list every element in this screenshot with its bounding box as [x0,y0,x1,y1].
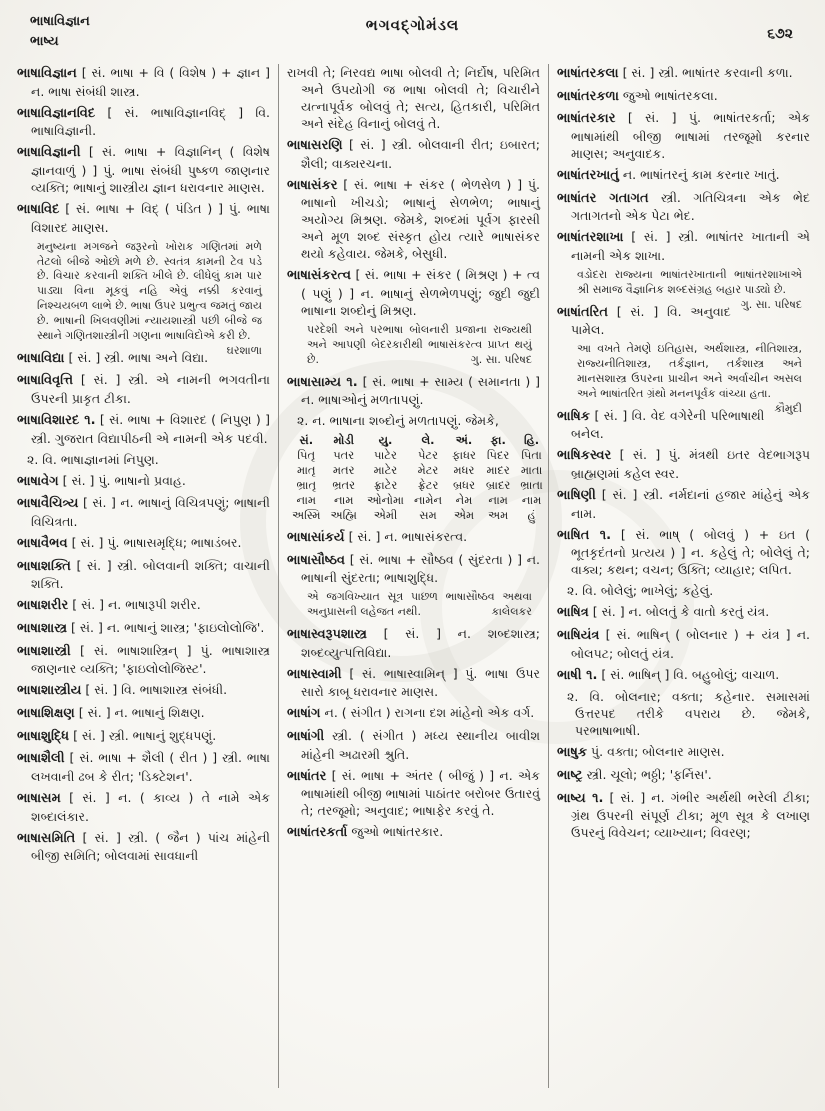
entry-definition: [ સં. ] ન. ભાષાનું વિચિત્રપણું; ભાષાની વિચિત્રતા. [31,495,270,529]
entry-definition: [ સં. ભાષા + સંકર ( મિશ્રણ ) + ત્વ ( પણું ) ] ન. ભાષાનું સેળભેળપણું; જુદી જુદી ભાષાના શબ્દોનું મિશ્રણ. [301,267,540,319]
citation-source: ગુ. સા. પરિષદ [470,352,532,366]
entry-definition: [ સં. ] ન. બોલતું કે વાતો કરતું યંત્ર. [592,604,770,620]
page-number: ૬૭૨ [767,26,793,42]
table-cell: અહ્મિ [330,507,357,522]
entry-definition: [ સં. ભાષ્ ( બોલવું ) + ઇત ( ભૂતકૃદંતનો પ્રત્યય ) ] ન. કહેલું તે; બોલેલું તે; વાક્ય; કથન; વચન; ઉક્તિ; વ્યાહાર; લપિત. [571,526,810,578]
dictionary-entry [17,64,270,100]
table-cell: નામ [333,492,354,507]
entry-sense: ૨. વિ. ભાષાજ્ઞાનમાં નિપુણ. [27,451,159,467]
table-row [287,448,547,463]
entry-definition: [ સં. ] ન. ભાષાનું શાસ્ત્ર; 'ફાઇલોલોજિ'. [71,619,265,635]
entry-headword: ભાષાવિવૃત્તિ [17,373,74,389]
entry-definition: [ સં. ] સ્ત્રી. બોલવાની રીત; ઇબારત; શૈલી; વાક્યરચના. [301,137,540,171]
entry-definition: [ સં. ભાષિન્ ] વિ. બહુબોલું; વાચાળ. [601,666,780,682]
table-row [287,493,547,508]
text-columns [0,58,825,1098]
entry-headword: ભાષાંગ [287,706,321,722]
entry-headword: ભાષાંગી [287,728,325,744]
book-title: ભગવદ્ગોમંડલ [365,16,460,34]
table-cell: સમ [419,507,437,522]
entry-headword: ભાષાંતર [287,768,327,784]
entry-headword: ભાષાંતરકળા [557,88,619,104]
citation-text: વડોદરા રાજ્યના ભાષાંતરખાતાની ભાષાંતરશાખાએ શ્રી સમાજ વૈજ્ઞાનિક શબ્દસંગ્રહ બહાર પાડ્યો છે. [577,268,802,296]
table-header-cell: હિ. [524,433,540,448]
entry-definition: [ સં. ] ન. ભાષાસંકરત્વ. [348,528,468,544]
table-header-row [287,433,547,448]
dictionary-entry [557,666,810,685]
dictionary-entry [557,109,810,162]
entry-definition: [ સં. ભાષા + વિ ( વિશેષ ) + જ્ઞાન ] ન. ભાષા સંબંધી શાસ્ત્ર. [31,65,271,99]
table-header-cell: સં. [299,433,314,448]
citation-source: ઘરશાળા [226,343,262,357]
dictionary-entry [287,373,540,409]
table-cell: ફ્રેટર [417,478,439,493]
guide-word-bottom: ભાષ્ય [30,33,59,49]
table-cell: નામ [521,492,542,507]
table-cell: ફાધર [452,448,476,463]
entry-headword: ભાષાંતરશાખા [557,230,624,246]
entry-headword: ભાષાંતરકલા [557,66,619,81]
table-row [287,463,547,478]
entry-headword: ભાષાવિજ્ઞાની [17,145,81,161]
entry-headword: ભાષ્ટ્ર [557,768,583,784]
entry-headword: ભાષાંતરકાર [557,111,616,127]
table-header-cell: યુ. [378,433,393,448]
entry-definition: [ સં. ] વિ. અનુવાદ પામેલ. [571,303,731,338]
table-header-cell: અં. [455,433,473,448]
table-cell: ભ્રાતૃ [296,478,317,493]
dictionary-entry [287,136,540,172]
entry-definition: [ સં. ] વિ. ભાષાશાસ્ત્ર સંબંધી. [85,682,228,698]
entry-headword: ભાષી ૧. [557,667,598,683]
dictionary-entry [557,189,810,225]
column-divider [548,64,549,1088]
table-cell: માદર [486,463,510,478]
citation-text: મનુષ્યના મગજને જરૂરનો ખોરાક ગણિતમાં મળે તેટલો બીજે ઓછો મળે છે. સ્વતંત્ર કામની ટેવ પડે છે. વિચાર કરવાની શક્તિ ખીલે છે. લીધેલું કામ પાર પાડ્યા વિના મૂકવું નહિ એવું નક્કી કરવાનું નિશ્ચયબળ લાભે છે. ભાષા ઉપર પ્રભુત્વ જમતું જાય છે. ભાષાની ખિલવણીમાં ન્યાયશાસ્ત્રી પછી બીજે જ સ્થાને ગણિતશાસ્ત્રીની ગણના ભાષાવિદોએ કરી છે. [37,239,262,342]
table-cell: નામેન [413,492,443,507]
entry-definition: સ્ત્રી. ( સંગીત ) મધ્ય સ્થાનીય બાવીશ માંહેની અઢારમી શ્રુતિ. [301,727,540,762]
table-cell: અમ [488,507,509,522]
entry-definition: [ સં. ] ન. શબ્દશાસ્ત્ર; શબ્દવ્યુત્પત્તિવિદ્યા. [301,625,540,660]
dictionary-entry [287,528,540,547]
entry-headword: ભાષાંતરિત [557,304,608,320]
entry-definition: [ સં. ] પું. ભાષાંતરકર્તા; એક ભાષામાંથી બીજી ભાષામાં તરજૂમો કરનાર માણસ; અનુવાદક. [571,110,810,162]
entry-headword: ભાષાશિક્ષણ [17,705,75,721]
table-cell: ફ્રાટેર [373,478,398,493]
entry-definition: સ્ત્રી. ગતિચિત્રના એક ભેદ ગતાગતનો એક પેટા ભેદ. [571,189,810,224]
entry-headword: ભાષાશરીર [17,598,69,614]
citation-source: કાલેલકર [491,605,532,619]
entry-definition: [ સં. ] સ્ત્રી. એ નામની ભગવતીના ઉપરની પ્રાકૃત ટીકા. [31,372,270,406]
dictionary-entry [287,176,540,263]
dictionary-entry [17,829,270,865]
dictionary-entry [557,486,810,522]
entry-headword: ભાષાસ્વામી [287,666,342,682]
citation-quote [307,590,532,620]
entry-definition: [ સં. ભાષાવિજ્ઞાનવિદ્ ] વિ. ભાષાવિજ્ઞાની. [31,104,270,139]
entry-headword: ભાષાશાસ્ત્રીય [17,683,82,699]
entry-definition: [ સં. ] ન. ( કાવ્ય ) તે નામે એક શબ્દાલંકાર. [31,790,271,824]
table-cell: બ્રધર [452,478,476,493]
entry-headword: ભાષાશાસ્ત્રી [17,643,71,659]
entry-definition: [ સં. ] સ્ત્રી. ( જૈન ) પાંચ માંહેની બીજી સમિતિ; બોલવામાં સાવધાની [31,829,270,864]
table-cell: માતા [520,463,543,478]
entry-sense: ૨. ન. ભાષાના શબ્દોનું મળતાપણું. જેમકે, [297,413,499,429]
citation-quote [577,268,802,311]
entry-definition: [ સં. ભાષા + વિદ્ ( પંડિત ) ] પું. ભાષા વિશારદ માણસ. [31,201,270,235]
dictionary-entry [17,371,270,407]
entry-definition: ન. ભાષાંતરનું કામ કરનાર ખાતું. [622,167,780,183]
entry-headword: ભાષાસંકર [287,177,338,193]
dictionary-entry [17,534,270,553]
entry-headword: ભાષાશૈલી [17,751,65,767]
citation-text: એ જગવિખ્યાત સૂત્ર પાછળ ભાષાસૌષ્ઠવ અથવા અનુપ્રાસની લહેજત નથી. [307,590,532,619]
entry-headword: ભાષાવિદ [17,202,60,218]
dictionary-entry [557,166,810,185]
dictionary-entry [17,472,270,491]
dictionary-entry [557,743,810,762]
entry-definition: સ્ત્રી. ચૂલો; ભઠ્ઠી; 'ફર્નિસ'. [586,767,712,783]
table-row [287,478,547,493]
entry-definition: [ સં. ] પું. ભાષાનો પ્રવાહ. [62,472,186,488]
table-cell: એમ [453,507,475,522]
dictionary-entry [287,767,540,820]
dictionary-entry [17,681,270,700]
entry-headword: ભાષ્ય ૧. [557,790,604,806]
dictionary-entry [17,704,270,723]
entry-headword: ભાષાસમિતિ [17,830,76,846]
citation-quote [577,342,802,415]
table-cell: પિદર [486,448,510,463]
entry-definition: [ સં. ] ન. ભાષાનું શિક્ષણ. [78,704,205,720]
citation-text: પરદેશી અને પરભાષા બોલનારી પ્રજાના રાજ્યથી અને આપણી બેદરકારીથી ભાષાસંકરત્વ પ્રાપ્ત થયું છે. [307,323,532,366]
entry-headword: ભાષાસ્વરૂપશાસ્ત્ર [287,626,367,642]
table-header-cell: લે. [421,433,435,448]
entry-definition: [ સં. ] વિ. વેદ વગેરેની પરિભાષાથી બનેલ. [571,407,765,442]
entry-headword: ભાષાવિશારદ ૧. [17,412,96,428]
dictionary-entry [557,766,810,785]
entry-headword: ભાષાવૈચિત્ર્ય [17,496,79,512]
entry-headword: ભાષિક [557,408,590,424]
entry-definition: [ સં. ભાષા + વિજ્ઞાનિન્ ( વિશેષ જ્ઞાનવાળું ) ] પું. ભાષા સંબંધી પુષ્કળ જાણનાર વ્યક્તિ; ભાષાનું શાસ્ત્રીય જ્ઞાન ધરાવનાર માણસ. [31,144,270,196]
table-cell: મેટર [417,463,439,478]
dictionary-entry [287,625,540,661]
dictionary-entry [17,642,270,678]
entry-headword: ભાષિત્ર [557,605,589,621]
guide-word-top: ભાષાવિજ્ઞાન [30,14,90,29]
citation-source: ગુ. સા. પરિષદ [740,297,802,311]
dictionary-entry [287,823,540,842]
entry-headword: ભાષાંતર ગતાગત [557,190,649,206]
entry-headword: ભાષાસમ [17,791,61,806]
language-comparison-table [287,433,547,523]
entry-definition: [ સં. ભાષા + અંતર ( બીજું ) ] ન. એક ભાષામાંથી બીજી ભાષામાં પાઠાંતર બરોબર ઉતારવું તે; તરજૂમો; અનુવાદ; ભાષાફેર કરવું તે. [301,767,540,819]
entry-definition: જુઓ ભાષાંતરકલા. [622,87,718,103]
dictionary-entry [17,104,270,140]
entry-definition: [ સં. ભાષા + સંકર ( ભેળસેળ ) ] પું. ભાષાનો ખીચડો; ભાષાનું સેળભેળ; ભાષાનું અયોગ્ય મિશ્રણ. જેમકે, શબ્દમાં પૂર્વગ ફારસી અને મૂળ શબ્દ સંસ્કૃત હોય ત્યારે ભાષાસંકર થયો કહેવાય. જેમકે, બેસુધી. [301,176,540,262]
column-right [550,62,817,1098]
entry-definition: [ સં. ભાષાશાસ્ત્રિન્ ] પું. ભાષાશાસ્ત્ર જાણનાર વ્યક્તિ; 'ફાઇલોલોજિસ્ટ'. [31,642,270,677]
dictionary-entry [17,557,270,593]
dictionary-entry [17,789,270,825]
table-cell: પાટેર [374,448,397,463]
dictionary-entry [557,526,810,579]
table-cell: મતર [332,463,355,478]
dictionary-entry [17,200,270,236]
column-left [10,62,277,1098]
entry-definition: [ સં. ] પું. મંત્રથી ઇતર વેદભાગરૂપ બ્રાહ્મણમાં કહેલ સ્વર. [571,447,811,482]
entry-definition: [ સં. ભાષા + શૈલી ( રીત ) ] સ્ત્રી. ભાષા લખવાની ઢબ કે રીત; 'ડિક્ટેશન'. [31,750,270,784]
dictionary-entry [557,64,810,83]
table-cell: ઓનોમા [366,492,404,507]
entry-headword: ભાષિકસ્વર [557,448,612,464]
entry-definition: [ સં. ભાષિન્ ( બોલનાર ) + યંત્ર ] ન. બોલપટ; બોલતું યંત્ર. [571,627,810,661]
entry-headword: ભાષાસાંકર્ય [287,529,345,545]
table-cell: પિતા [521,448,542,463]
entry-definition: [ સં. ] સ્ત્રી. ભાષાંતર ખાતાની એ નામની એક શાખા. [571,229,810,264]
page-header [0,0,825,58]
entry-headword: ભાષાંતરખાતું [557,168,619,184]
entry-headword: ભાષિયંત્ર [557,628,600,644]
entry-definition: [ સં. ] સ્ત્રી. નર્મદાનાં હજાર માંહેનું એક નામ. [571,487,810,521]
dictionary-entry [17,143,270,196]
dictionary-entry [17,749,270,785]
column-divider [278,64,279,1088]
column-middle [280,62,547,1098]
table-row [287,508,547,523]
table-header-cell: ફા. [490,433,506,448]
entry-sense: ૨. વિ. બોલેલું; ભાખેલું; કહેલું. [567,583,714,599]
entry-headword: ભાષાવિજ્ઞાન [17,66,77,81]
table-cell: માતૃ [296,463,316,478]
entry-definition: [ સં. ] પું. ભાષાસમૃદ્ધિ; ભાષાડંબર. [71,534,242,550]
entry-definition: [ સં. ] સ્ત્રી. ભાષાંતર કરવાની કળા. [622,65,793,80]
dictionary-entry [557,789,810,842]
entry-definition: ન. ( સંગીત ) રાગના દશ માંહેનો એક વર્ગ. [324,705,535,721]
entry-headword: ભાષાસૌષ્ઠવ [287,552,345,568]
entry-headword: ભાષાવિજ્ઞાનવિદ [17,105,96,121]
dictionary-entry [17,494,270,530]
dictionary-entry [17,596,270,615]
entry-headword: ભાષુક [557,745,588,761]
dictionary-entry [17,619,270,638]
table-header-cell: મોડી [333,433,355,448]
table-cell: નામ [488,492,508,507]
entry-definition: [ સં. ભાષા + સૌષ્ઠવ ( સુંદરતા ) ] ન. ભાષાની સુંદરતા; ભાષાશુદ્ધિ. [301,551,540,586]
entry-definition: પું. વક્તા; બોલનાર માણસ. [591,744,725,760]
entry-definition: [ સં. ] સ્ત્રી. ભાષા અને વિદ્યા. [68,349,209,365]
dictionary-entry [557,446,810,482]
table-cell: હું [527,507,536,522]
dictionary-entry [557,626,810,662]
entry-headword: ભાષાસામ્ય ૧. [287,374,358,390]
table-cell: ભ્રતર [332,478,356,493]
entry-headword: ભાષાશાસ્ત્ર [17,620,68,636]
entry-definition: [ સં. ભાષાસ્વામિન્ ] પું. ભાષા ઉપર સારો કાબૂ ધરાવનાર માણસ. [301,665,541,700]
entry-headword: ભાષાવૈભવ [17,535,68,551]
entry-definition: [ સં. ભાષા + સામ્ય ( સમાનતા ) ] ન. ભાષાઓનું મળતાપણું. [301,373,540,408]
table-cell: પિતૃ [297,448,316,463]
entry-definition: [ સં. ] ન. ભાષારૂપી શરીર. [72,597,201,613]
dictionary-entry [557,603,810,622]
dictionary-entry [287,266,540,319]
entry-definition: [ સં. ભાષા + વિશારદ ( નિપુણ ) ] સ્ત્રી. ગુજરાત વિદ્યાપીઠની એ નામની એક પદવી. [31,411,270,446]
entry-headword: ભાષાંતરકર્તા [287,825,348,841]
entry-headword: ભાષાવેગ [17,473,59,489]
dictionary-entry [287,727,540,763]
citation-text: આ વખતે તેમણે ઇતિહાસ, અર્થશાસ્ત્ર, નીતિશાસ્ત્ર, રાજ્યનીતિશાસ્ત્ર, તર્કજ્ઞાન, તર્કશાસ્ત્ર અને માનસશાસ્ત્ર ઉપરના પ્રાચીન અને અર્વાચીન અસલ અને ભાષાંતરિત ગ્રંથો મનનપૂર્વક વાંચ્યા હતા. [577,342,802,400]
entry-headword: ભાષાસરણિ [287,138,343,153]
dictionary-entry [287,665,540,701]
table-cell: એમી [373,507,398,522]
dictionary-entry [557,87,810,106]
citation-quote [307,323,532,368]
table-cell: મધર [453,463,475,478]
dictionary-entry [17,411,270,447]
dictionary-entry [287,704,540,723]
table-cell: બ્રાદર [485,478,511,493]
entry-definition: [ સં. ] સ્ત્રી. ભાષાનું શુદ્ધપણું. [73,727,217,743]
entry-continuation: રાખવી તે; નિરવદ્ય ભાષા બોલવી તે; નિર્દોષ, પરિમિત અને ઉપયોગી જ ભાષા બોલવી તે; વિચારીને યત્નાપૂર્વક બોલવું તે; સત્ય, હિતકારી, પરિમિત અને સંદેહ વિનાનું બોલવું તે. [287,65,540,131]
entry-sense: ૨. વિ. બોલનાર; વક્તા; કહેનાર. સમાસમાં ઉત્તરપદ તરીકે વપરાય છે. જેમકે, પરભાષાભાષી. [567,689,810,739]
entry-headword: ભાષાવિદ્યા [17,350,65,366]
table-cell: અસ્મિ [292,507,321,522]
entry-headword: ભાષાસંકરત્વ [287,268,351,284]
table-cell: પેટર [417,448,439,463]
table-cell: માટેર [373,463,398,478]
dictionary-entry [17,727,270,746]
table-cell: નેમ [455,492,473,507]
entry-headword: ભાષાશક્તિ [17,558,71,574]
citation-source: કૌમુદી [774,401,802,415]
entry-headword: ભાષાશુદ્ધિ [17,728,70,744]
entry-headword: ભાષિણી [557,488,596,504]
table-cell: નામ [296,492,317,507]
entry-definition: [ સં. ] ન. ગંભીર અર્થથી ભરેલી ટીકા; ગ્રંથ ઉપરની સંપૂર્ણ ટીકા; મૂળ સૂત્ર કે લખાણ ઉપરનું વિવેચન; વ્યાખ્યાન; વિવરણ; [571,789,810,841]
dictionary-entry [557,228,810,264]
entry-headword: ભાષિત ૧. [557,527,612,543]
table-cell: ભ્રાતા [520,478,543,493]
entry-definition: જુઓ ભાષાંતરકાર. [351,824,444,840]
entry-definition: [ સં. ] સ્ત્રી. બોલવાની શક્તિ; વાચાની શક્તિ. [31,557,270,592]
table-cell: પતર [333,448,355,463]
dictionary-entry [287,551,540,587]
